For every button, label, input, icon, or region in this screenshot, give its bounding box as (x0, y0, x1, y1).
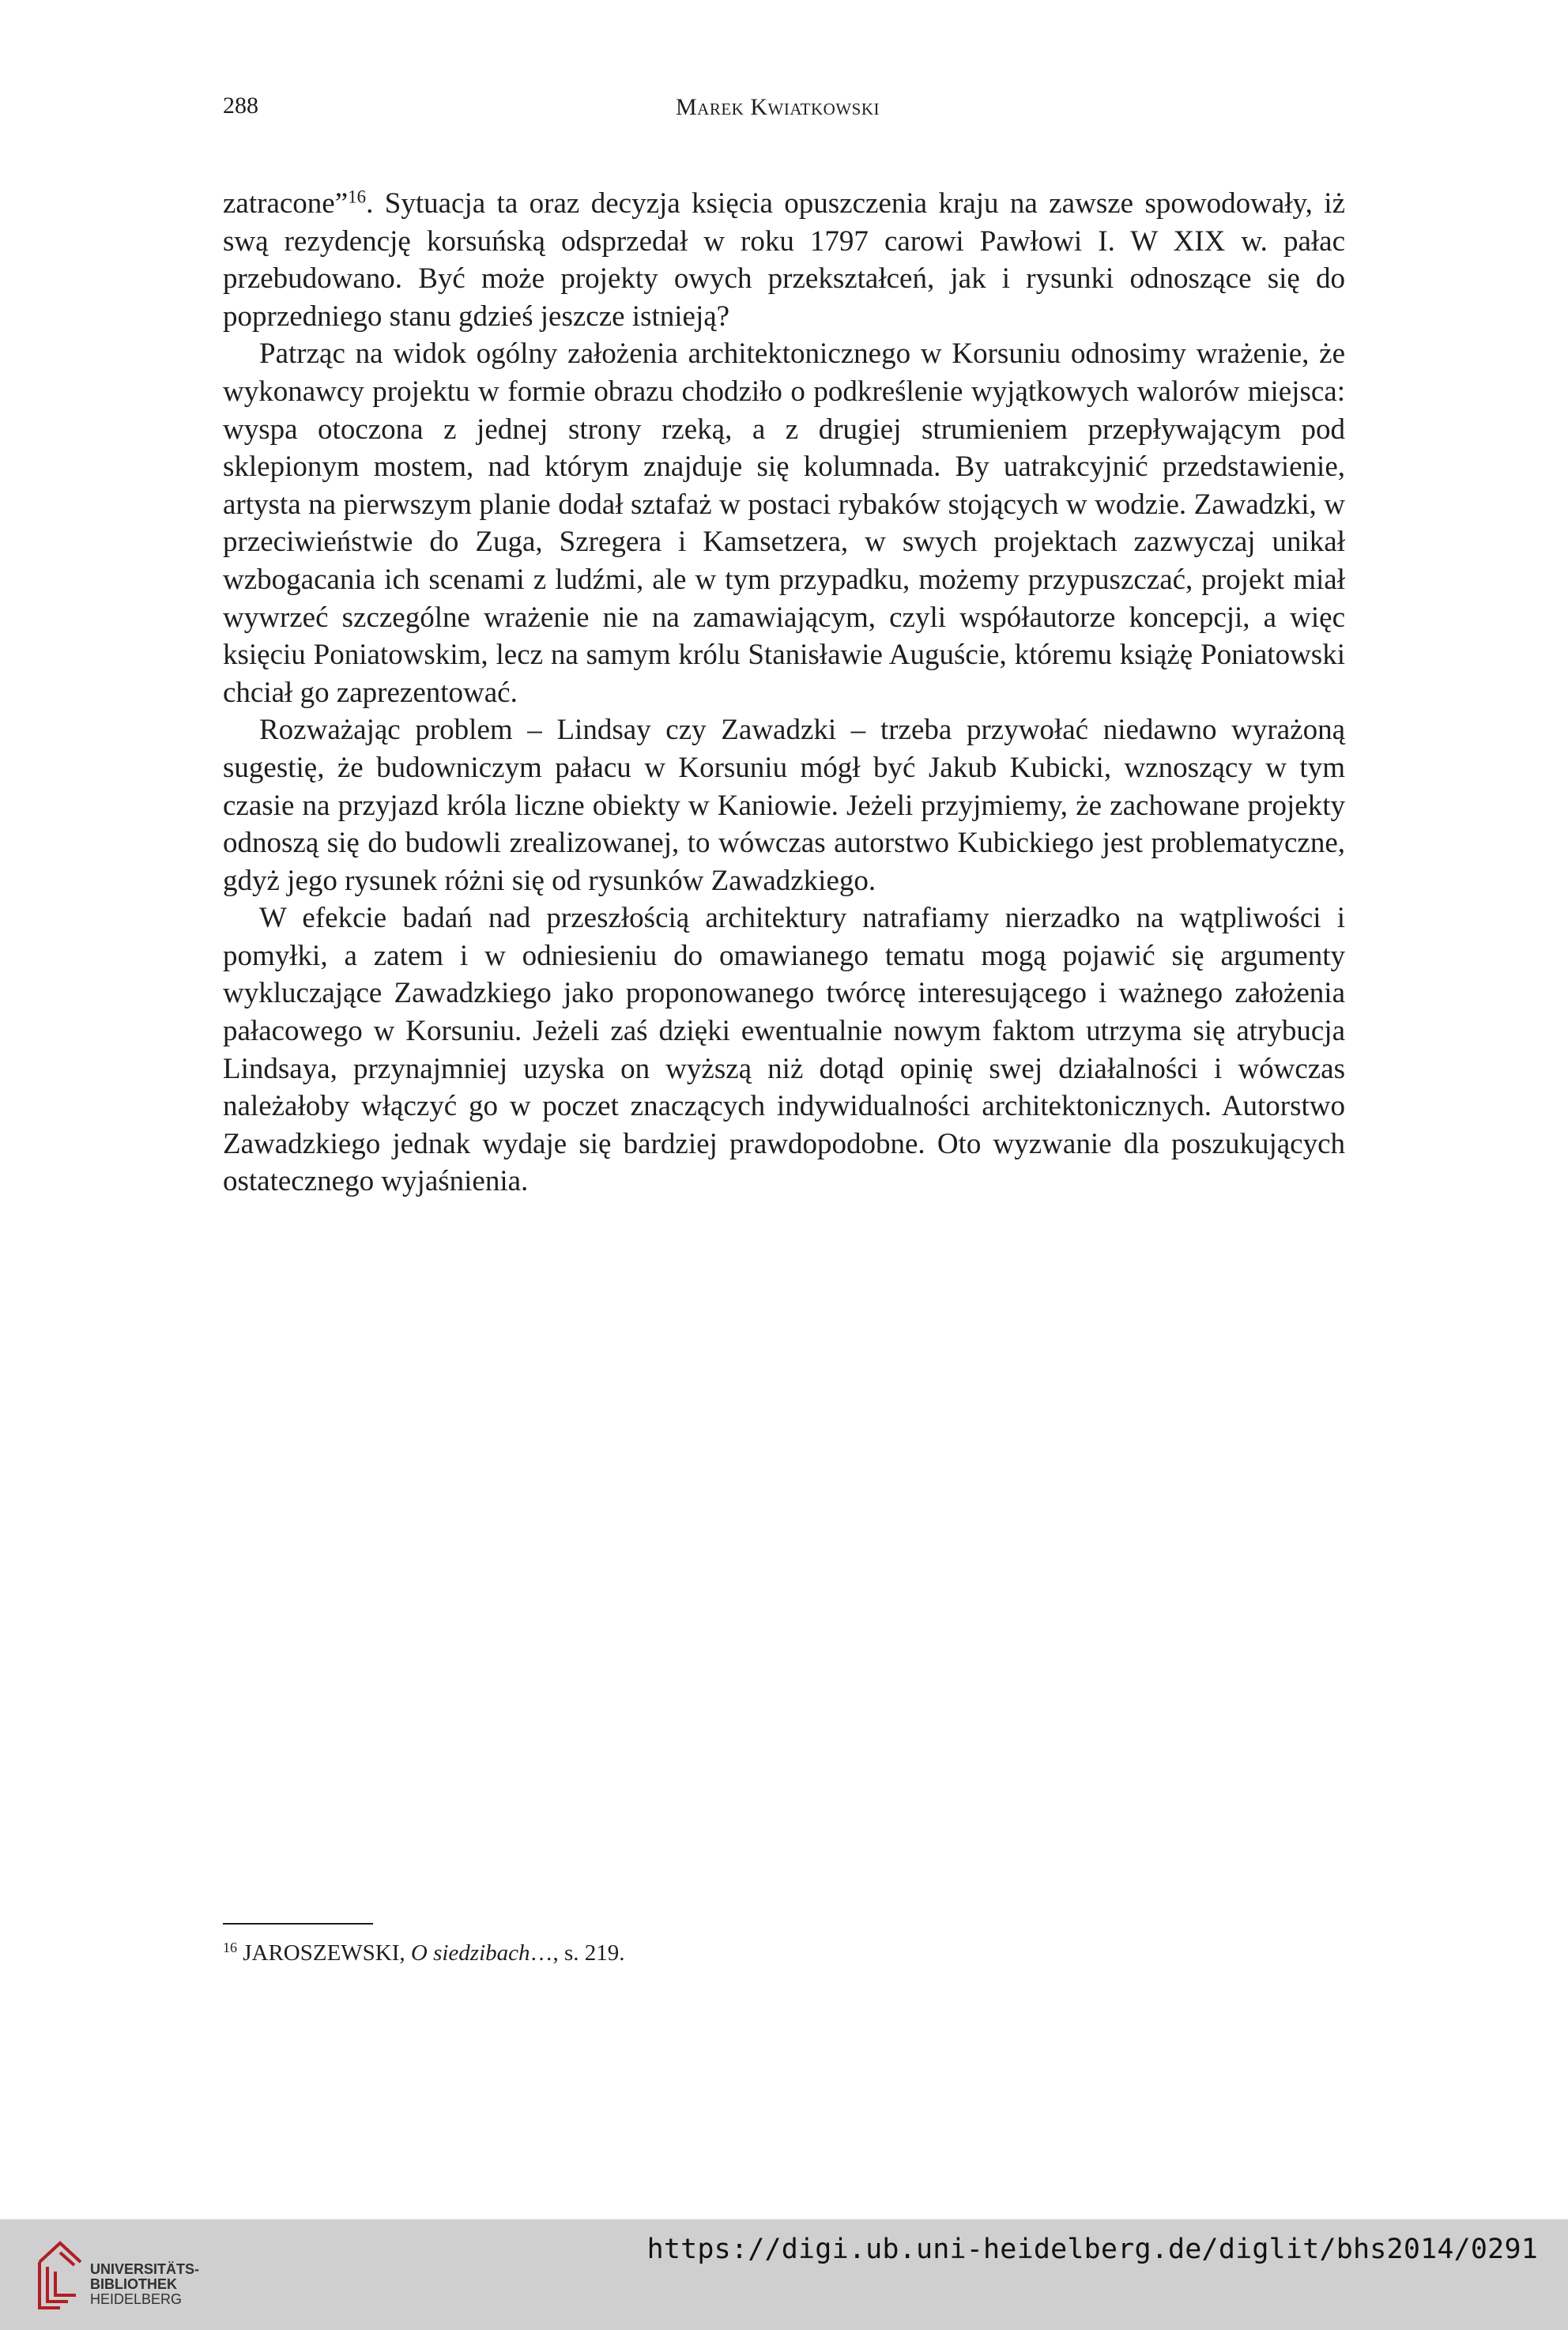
footnote-reference: 16 (348, 187, 367, 207)
library-name-line-2: BIBLIOTHEK (90, 2276, 177, 2292)
page-number: 288 (223, 92, 258, 119)
library-name-line-1: UNIVERSITÄTS- (90, 2261, 200, 2277)
running-head: Marek Kwiatkowski (676, 94, 880, 120)
library-logo[interactable] (33, 2238, 270, 2317)
university-library-logo-icon (33, 2238, 84, 2314)
paragraph-1-rest: . Sytuacja ta oraz decyzja księcia opuszczenia kraju na zawsze spowodowały, iż swą rezydencję korsuńską odsprzedał w roku 1797 carowi Pawłowi I. W XIX w. pałac przebudowano. Być może projekty owych przekształceń, jak i rysunki odnoszące się do poprzedniego stanu gdzieś jeszcze istnieją? (223, 187, 1345, 333)
footnote (223, 1938, 625, 1968)
footnote-author: JAROSZEWSKI, (243, 1940, 405, 1966)
source-url-link[interactable]: https://digi.ub.uni-heidelberg.de/diglit/bhs2014/0291 (646, 2234, 1538, 2265)
library-name-line-3: HEIDELBERG (90, 2291, 183, 2307)
footnote-separator (223, 1923, 373, 1925)
footnote-pages: …, s. 219. (530, 1940, 625, 1966)
body-text (223, 185, 1345, 1201)
paragraph-4: W efekcie badań nad przeszłością architektury natrafiamy nierzadko na wątpliwości i pomyłki, a zatem i w odniesieniu do omawianego tematu mogą pojawić się argumenty wykluczające Zawadzkiego jako proponowanego twórcę interesującego i ważnego założenia pałacowego w Korsuniu. Jeżeli zaś dzięki ewentualnie nowym faktom utrzyma się atrybucja Lindsaya, przynajmniej uzyska on wyższą niż dotąd opinię swej działalności i wówczas należałoby włączyć go w poczet znaczących indywidualności architektonicznych. Autorstwo Zawadzkiego jednak wydaje się bardziej prawdopodobne. Oto wyzwanie dla poszukujących ostatecznego wyjaśnienia. (223, 902, 1345, 1198)
paragraph-1-start: zatracone” (223, 187, 349, 220)
library-name (90, 2262, 199, 2307)
footnote-title: O siedzibach (410, 1940, 530, 1966)
footnote-number: 16 (223, 1940, 237, 1956)
paragraph-2: Patrząc na widok ogólny założenia architektonicznego w Korsuniu odnosimy wrażenie, że wykonawcy projektu w formie obrazu chodziło o podkreślenie wyjątkowych walorów miejsca: wyspa otoczona z jednej strony rzeką, a z drugiej strumieniem przepływającym pod sklepionym mostem, nad którym znajduje się kolumnada. By uatrakcyjnić przedstawienie, artysta na pierwszym planie dodał sztafaż w postaci rybaków stojących w wodzie. Zawadzki, w przeciwieństwie do Zuga, Szregera i Kamsetzera, w swych projektach zazwyczaj unikał wzbogacania ich scenami z ludźmi, ale w tym przypadku, możemy przypuszczać, projekt miał wywrzeć szczególne wrażenie nie na zamawiającym, czyli współautorze koncepcji, a więc księciu Poniatowskim, lecz na samym królu Stanisławie Auguście, któremu książę Poniatowski chciał go zaprezentować. (223, 337, 1345, 709)
paragraph-3: Rozważając problem – Lindsay czy Zawadzki – trzeba przywołać niedawno wyrażoną sugestię, że budowniczym pałacu w Korsuniu mógł być Jakub Kubicki, wznoszący w tym czasie na przyjazd króla liczne obiekty w Kaniowie. Jeżeli przyjmiemy, że zachowane projekty odnoszą się do budowli zrealizowanej, to wówczas autorstwo Kubickiego jest problematyczne, gdyż jego rysunek różni się od rysunków Zawadzkiego. (223, 714, 1345, 897)
paragraph-1 (223, 185, 1345, 335)
